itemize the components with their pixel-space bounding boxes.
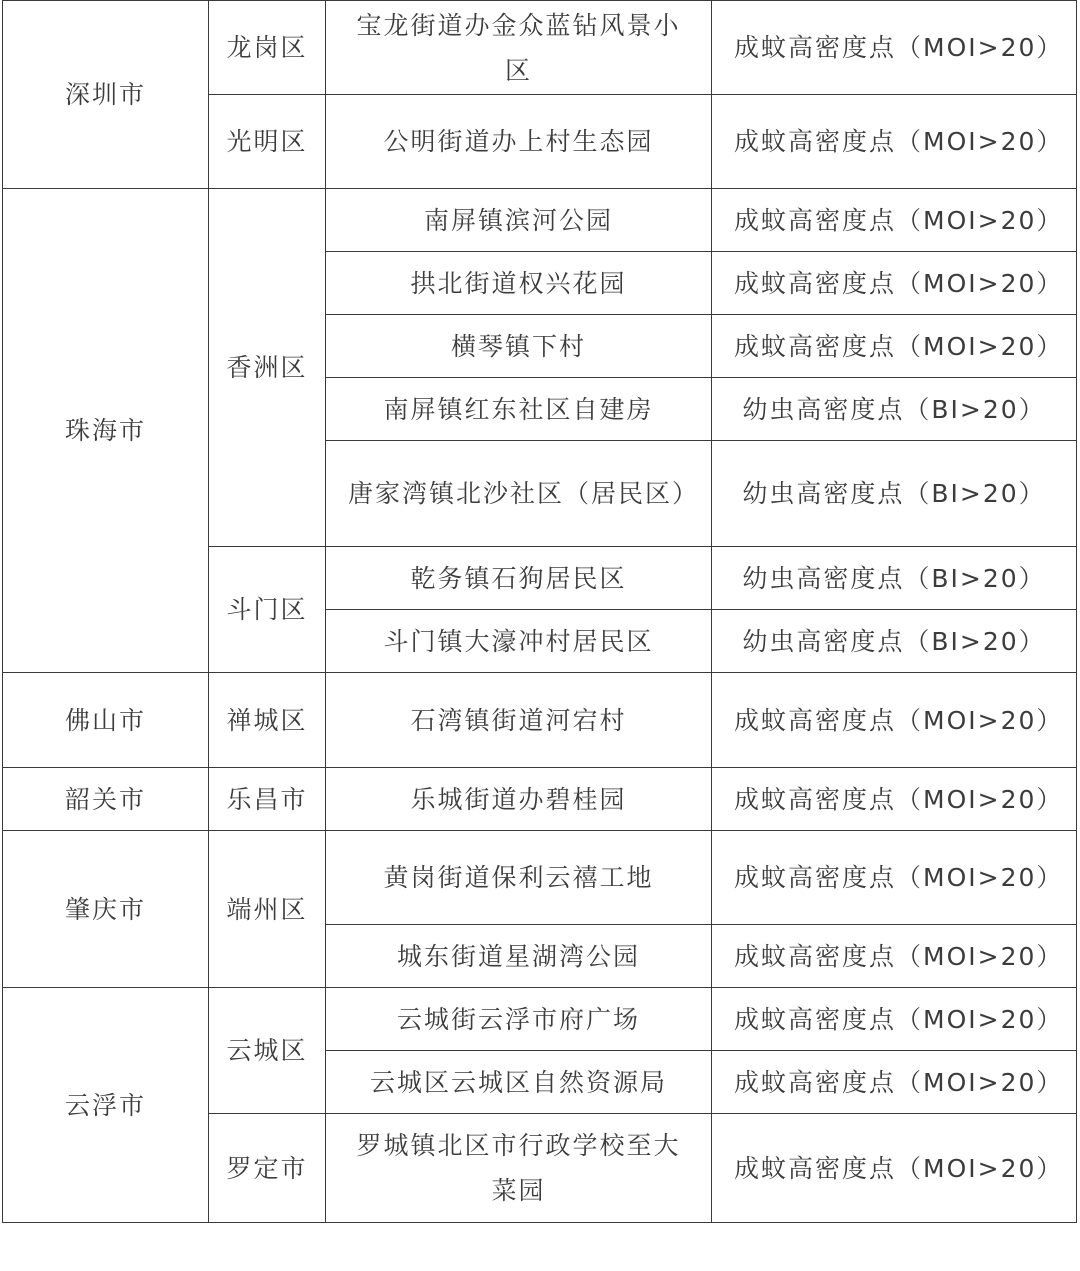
district-cell: 端州区 <box>209 831 326 988</box>
location-cell: 黄岗街道保利云禧工地 <box>326 831 712 925</box>
density-type-cell: 成蚊高密度点（MOI>20） <box>712 831 1077 925</box>
district-cell: 禅城区 <box>209 673 326 768</box>
district-cell: 云城区 <box>209 988 326 1114</box>
density-type-cell: 成蚊高密度点（MOI>20） <box>712 768 1077 831</box>
district-cell: 光明区 <box>209 95 326 189</box>
location-cell: 乐城街道办碧桂园 <box>326 768 712 831</box>
table-container <box>2 0 1078 1271</box>
location-cell: 云城街云浮市府广场 <box>326 988 712 1051</box>
city-cell: 肇庆市 <box>3 831 209 988</box>
city-cell: 深圳市 <box>3 1 209 189</box>
district-cell: 罗定市 <box>209 1114 326 1223</box>
density-type-cell: 成蚊高密度点（MOI>20） <box>712 673 1077 768</box>
density-type-cell: 幼虫高密度点（BI>20） <box>712 610 1077 673</box>
location-cell: 云城区云城区自然资源局 <box>326 1051 712 1114</box>
location-cell: 城东街道星湖湾公园 <box>326 925 712 988</box>
district-cell: 斗门区 <box>209 547 326 673</box>
location-cell: 斗门镇大濠冲村居民区 <box>326 610 712 673</box>
city-cell: 韶关市 <box>3 768 209 831</box>
table-row <box>3 831 1077 925</box>
density-type-cell: 成蚊高密度点（MOI>20） <box>712 252 1077 315</box>
density-type-cell: 成蚊高密度点（MOI>20） <box>712 1051 1077 1114</box>
location-cell: 宝龙街道办金众蓝钻风景小区 <box>326 1 712 95</box>
location-cell: 拱北街道权兴花园 <box>326 252 712 315</box>
density-type-cell: 成蚊高密度点（MOI>20） <box>712 189 1077 252</box>
location-cell: 石湾镇街道河宕村 <box>326 673 712 768</box>
location-cell: 南屏镇滨河公园 <box>326 189 712 252</box>
district-cell: 龙岗区 <box>209 1 326 95</box>
table-row <box>3 768 1077 831</box>
density-type-cell: 成蚊高密度点（MOI>20） <box>712 95 1077 189</box>
table-row <box>3 673 1077 768</box>
city-cell: 珠海市 <box>3 189 209 673</box>
density-type-cell: 成蚊高密度点（MOI>20） <box>712 315 1077 378</box>
density-type-cell: 成蚊高密度点（MOI>20） <box>712 925 1077 988</box>
district-cell: 香洲区 <box>209 189 326 547</box>
table-row <box>3 988 1077 1051</box>
density-type-cell: 幼虫高密度点（BI>20） <box>712 547 1077 610</box>
location-cell: 乾务镇石狗居民区 <box>326 547 712 610</box>
district-cell: 乐昌市 <box>209 768 326 831</box>
table-row <box>3 189 1077 252</box>
density-type-cell: 成蚊高密度点（MOI>20） <box>712 1 1077 95</box>
density-type-cell: 幼虫高密度点（BI>20） <box>712 441 1077 547</box>
location-cell: 罗城镇北区市行政学校至大菜园 <box>326 1114 712 1223</box>
city-cell: 佛山市 <box>3 673 209 768</box>
location-cell: 唐家湾镇北沙社区（居民区） <box>326 441 712 547</box>
city-cell: 云浮市 <box>3 988 209 1223</box>
mosquito-density-table <box>2 0 1077 1223</box>
density-type-cell: 成蚊高密度点（MOI>20） <box>712 1114 1077 1223</box>
table-row <box>3 1 1077 95</box>
location-cell: 横琴镇下村 <box>326 315 712 378</box>
density-type-cell: 幼虫高密度点（BI>20） <box>712 378 1077 441</box>
location-cell: 公明街道办上村生态园 <box>326 95 712 189</box>
location-cell: 南屏镇红东社区自建房 <box>326 378 712 441</box>
density-type-cell: 成蚊高密度点（MOI>20） <box>712 988 1077 1051</box>
